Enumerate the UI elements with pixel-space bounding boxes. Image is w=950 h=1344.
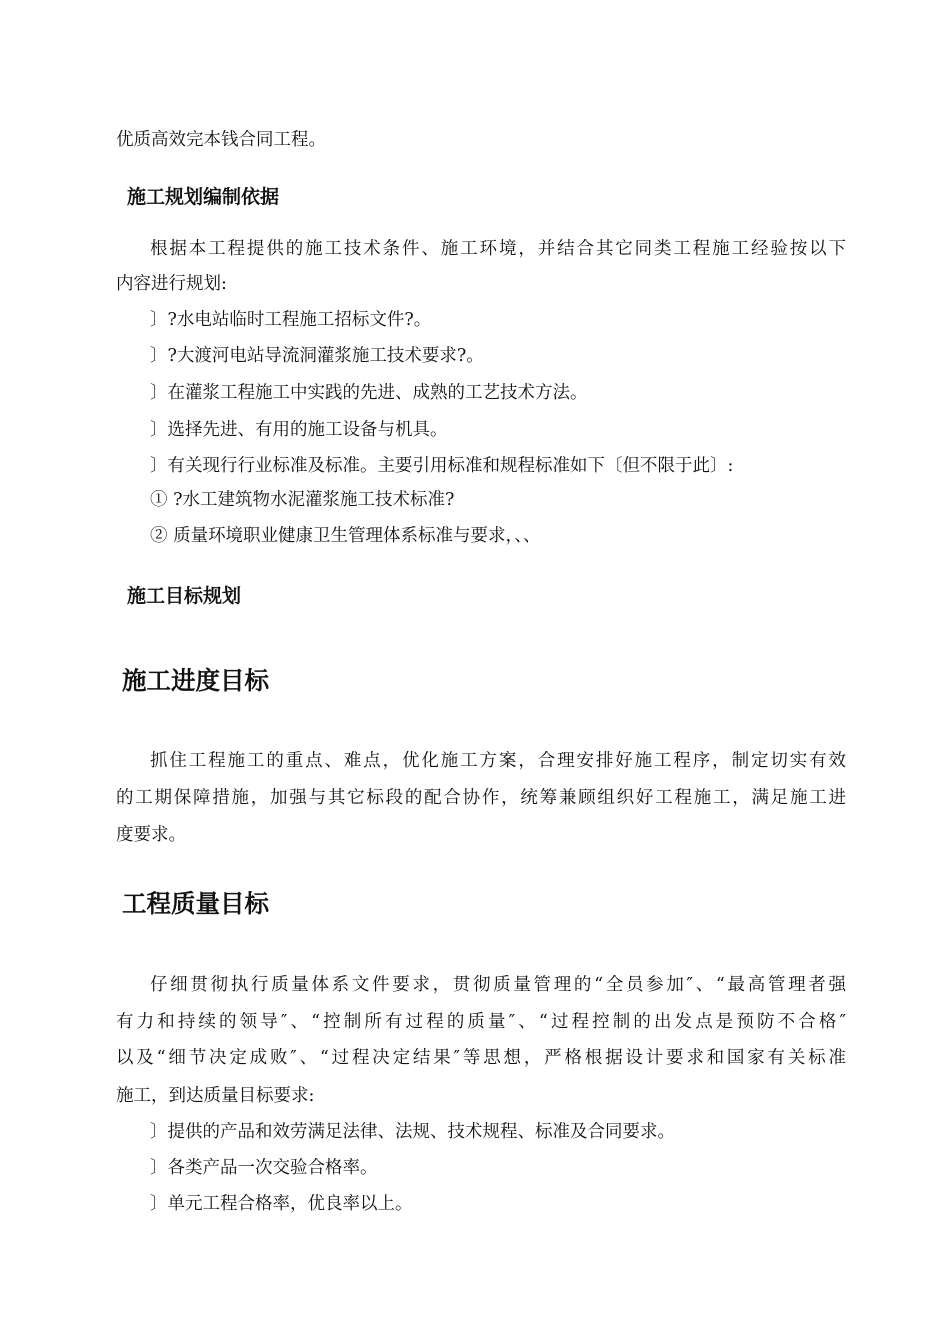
quality-list-item: 〕单元工程合格率，优良率以上。	[150, 1194, 413, 1214]
basis-paragraph-line1: 根据本工程提供的施工技术条件、施工环境，并结合其它同类工程施工经验按以下	[150, 239, 846, 259]
quality-list-item: 〕提供的产品和效劳满足法律、法规、技术规程、标准及合同要求。	[150, 1122, 675, 1142]
intro-text: 优质高效完本钱合同工程。	[116, 130, 326, 150]
heading-schedule-goal: 施工进度目标	[122, 666, 269, 695]
quality-paragraph-line2: 有力和持续的领导″、“控制所有过程的质量″、“过程控制的出发点是预防不合格″	[116, 1012, 846, 1032]
schedule-paragraph-line2: 的工期保障措施，加强与其它标段的配合协作，统筹兼顾组织好工程施工，满足施工进	[116, 788, 846, 808]
schedule-paragraph-line1: 抓住工程施工的重点、难点，优化施工方案，合理安排好施工程序，制定切实有效	[150, 751, 846, 771]
heading-planning-basis: 施工规划编制依据	[127, 186, 280, 208]
basis-list-item: 〕在灌浆工程施工中实践的先进、成熟的工艺技术方法。	[150, 383, 588, 403]
heading-quality-goal: 工程质量目标	[122, 889, 269, 918]
quality-paragraph-line4: 施工，到达质量目标要求:	[116, 1086, 315, 1106]
quality-list-item: 〕各类产品一次交验合格率。	[150, 1158, 378, 1178]
heading-goal-planning: 施工目标规划	[127, 585, 242, 607]
basis-list-item: 〕?水电站临时工程施工招标文件?。	[150, 310, 432, 330]
basis-list-item: 〕有关现行行业标准及标准。主要引用标准和规程标准如下〔但不限于此〕:	[150, 456, 734, 476]
schedule-paragraph-line3: 度要求。	[116, 825, 186, 845]
quality-paragraph-line3: 以及“细节决定成败″、“过程决定结果″等思想，严格根据设计要求和国家有关标准	[116, 1048, 846, 1068]
standard-item: ② 质量环境职业健康卫生管理体系标准与要求，、、	[150, 526, 541, 546]
basis-list-item: 〕选择先进、有用的施工设备与机具。	[150, 420, 448, 440]
basis-list-item: 〕?大渡河电站导流洞灌浆施工技术要求?。	[150, 346, 484, 366]
standard-item: ① ?水工建筑物水泥灌浆施工技术标准?	[150, 490, 455, 510]
basis-paragraph-line2: 内容进行规划:	[116, 274, 227, 294]
quality-paragraph-line1: 仔细贯彻执行质量体系文件要求，贯彻质量管理的“全员参加″、“最高管理者强	[150, 975, 846, 995]
